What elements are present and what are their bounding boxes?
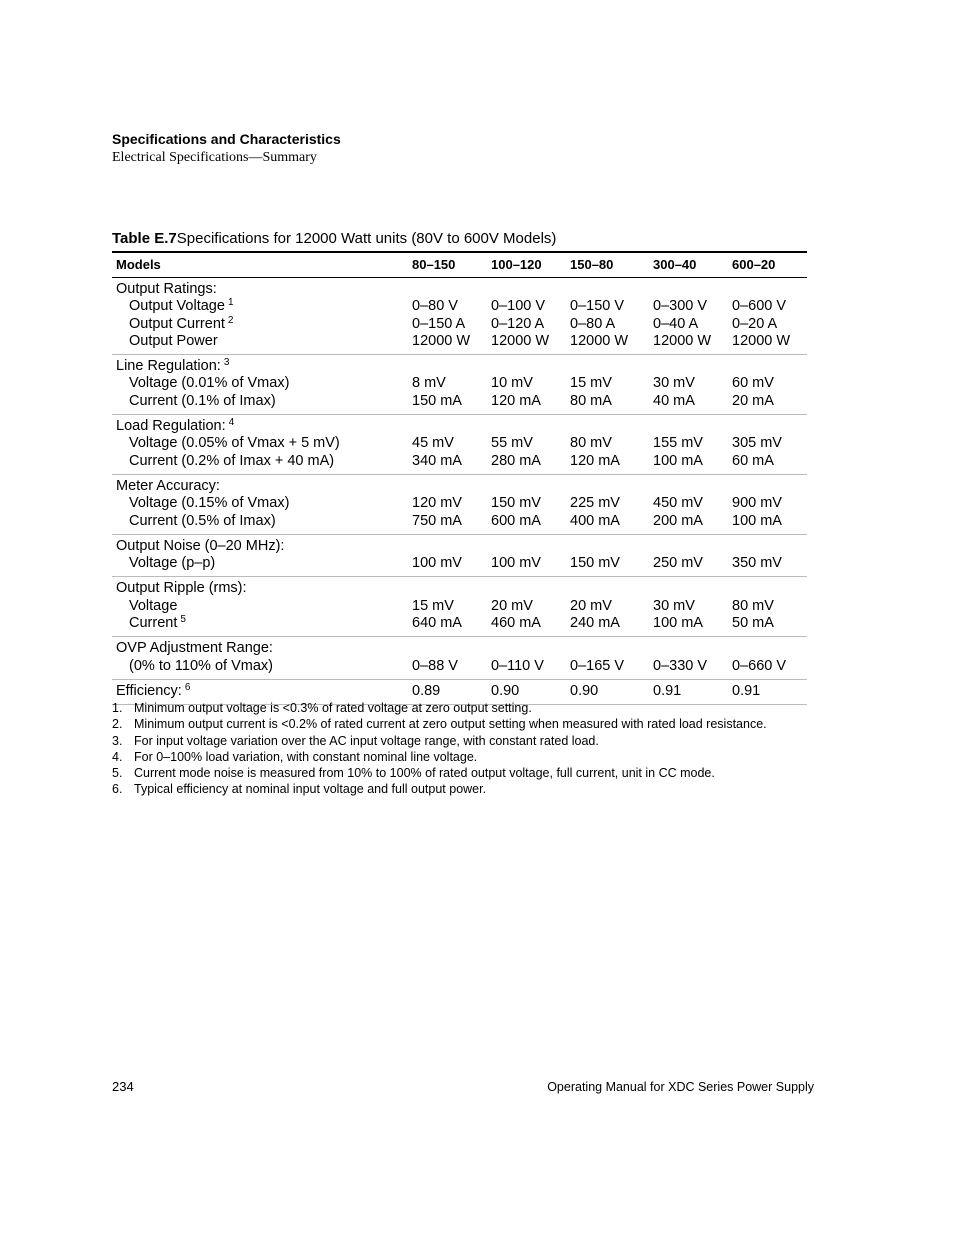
page-number: 234 [112,1079,134,1094]
spec-value: 20 mV [570,597,612,614]
spec-value-cell [408,415,487,475]
spec-value: 600 mA [491,512,541,529]
table-row [112,415,807,475]
spec-item-label [116,658,404,675]
spec-value-cell [487,577,566,637]
spec-group-heading [116,478,220,494]
spec-value: 12000 W [732,332,791,349]
column-header: 600–20 [728,252,807,278]
spec-value: 0–300 V [653,298,708,315]
spec-value-cell [649,577,728,637]
spec-item-label-text: Current (0.1% of Imax) [129,392,276,409]
spec-value-cell [728,534,807,577]
specifications-table [112,251,807,705]
table-row [112,534,807,577]
spec-value: 120 mA [491,392,541,409]
spec-group-heading [116,281,217,297]
spec-label-cell [112,278,408,355]
spec-value: 0–150 A [412,315,466,332]
spec-value: 8 mV [412,375,446,392]
footnote-number: 1. [112,701,123,715]
spec-value: 0–600 V [732,298,787,315]
spec-value: 305 mV [732,435,782,452]
spec-value: 900 mV [732,495,782,512]
table-row [112,577,807,637]
spec-value: 0–150 V [570,298,625,315]
spec-value: 30 mV [653,597,695,614]
spec-value: 750 mA [412,512,462,529]
footnote-ref: 3 [223,357,230,369]
spec-value: 10 mV [491,375,533,392]
spec-value: 15 mV [412,597,454,614]
spec-value: 240 mA [570,615,620,632]
spec-value: 100 mA [732,512,782,529]
spec-item-label [116,453,404,470]
footnote-text: Minimum output current is <0.2% of rated current at zero output setting when measured with rated load resistance. [134,717,767,732]
spec-value: 30 mV [653,375,695,392]
spec-value-cell [728,577,807,637]
spec-value: 0.90 [570,682,599,699]
spec-value: 120 mA [570,452,620,469]
spec-value-cell [408,534,487,577]
spec-group-heading-text: OVP Adjustment Range: [116,640,273,657]
footnote-number: 6. [112,782,123,797]
table-header-row [112,252,807,278]
spec-value: 200 mA [653,512,703,529]
spec-value: 225 mV [570,495,620,512]
section-subtitle: Electrical Specifications—Summary [112,150,317,165]
spec-group-heading-text: Output Ratings: [116,281,217,297]
spec-item-label [116,298,404,315]
spec-item-label-text: Voltage (0.05% of Vmax + 5 mV) [129,435,340,452]
spec-value: 0–80 A [570,315,616,332]
table-caption-label: Table E.7 [112,230,177,247]
spec-value: 250 mV [653,555,703,572]
spec-value: 60 mA [732,452,774,469]
spec-value-cell [408,474,487,534]
spec-value: 40 mA [653,392,695,409]
spec-value: 100 mV [491,555,541,572]
spec-value-cell [649,415,728,475]
spec-value-cell [566,355,649,415]
spec-label-cell [112,534,408,577]
footnote-ref: 2 [227,314,234,326]
section-title: Specifications and Characteristics [112,131,341,147]
spec-value: 0–40 A [653,315,699,332]
spec-value-cell [566,474,649,534]
spec-value-cell [649,278,728,355]
spec-value-cell [566,637,649,680]
spec-value-cell [649,534,728,577]
spec-value: 280 mA [491,452,541,469]
spec-label-cell [112,415,408,475]
spec-value: 100 mA [653,615,703,632]
spec-value: 0–80 V [412,298,458,315]
spec-value-cell [408,577,487,637]
spec-item-label [116,615,404,632]
table-row [112,637,807,680]
spec-value-cell [487,415,566,475]
spec-item-label [116,495,404,512]
footnote-item [112,749,767,765]
spec-item-label [116,435,404,452]
spec-value: 400 mA [570,512,620,529]
column-header: 80–150 [408,252,487,278]
spec-value-cell [728,278,807,355]
spec-value-cell [649,355,728,415]
footnote-item [112,716,767,732]
spec-value-cell [566,577,649,637]
footnote-number: 2. [112,717,123,732]
spec-value: 12000 W [491,332,550,349]
spec-value: 150 mA [412,392,462,409]
spec-value: 20 mV [491,597,533,614]
spec-value: 55 mV [491,435,533,452]
spec-value: 450 mV [653,495,703,512]
spec-group-heading-text: Load Regulation: [116,418,226,435]
spec-item-label [116,333,404,350]
spec-group-heading [116,418,234,434]
spec-item-label [116,316,404,333]
footnote-item [112,700,767,716]
spec-value-cell [408,278,487,355]
spec-item-label-text: Voltage (0.15% of Vmax) [129,495,290,512]
footnote-text: Minimum output voltage is <0.3% of rated voltage at zero output setting. [134,701,532,715]
footnote-ref: 6 [184,681,191,693]
spec-value: 150 mV [491,495,541,512]
spec-group-heading-text: Efficiency: [116,682,182,699]
spec-value: 0–165 V [570,657,625,674]
spec-value: 0.89 [412,682,441,699]
spec-value-cell [728,474,807,534]
footnote-item [112,733,767,749]
spec-item-label-text: Output Current [129,315,225,332]
table-caption-text: Specifications for 12000 Watt units (80V to 600V Models) [176,230,557,247]
spec-value-cell [566,415,649,475]
spec-value-cell [487,637,566,680]
spec-group-heading [116,538,284,554]
spec-item-label-text: Current (0.2% of Imax + 40 mA) [129,452,335,469]
spec-item-label-text: Current [129,615,178,632]
spec-value: 0–120 A [491,315,545,332]
spec-value: 0–330 V [653,657,708,674]
spec-value-cell [487,474,566,534]
spec-label-cell [112,577,408,637]
footnote-number: 3. [112,733,123,748]
table-row [112,278,807,355]
spec-value: 0.90 [491,682,520,699]
spec-value-cell [487,355,566,415]
table-row [112,355,807,415]
spec-item-label-text: Current (0.5% of Imax) [129,512,276,529]
spec-value-cell [728,637,807,680]
table-caption [112,230,556,247]
footnote-number: 5. [112,766,123,781]
spec-group-heading-text: Line Regulation: [116,358,221,375]
spec-value-cell [566,534,649,577]
spec-label-cell [112,637,408,680]
table-row [112,474,807,534]
spec-value: 60 mV [732,375,774,392]
spec-group-heading [116,358,229,374]
spec-item-label [116,513,404,530]
spec-group-heading [116,580,247,596]
footnote-text: Typical efficiency at nominal input voltage and full output power. [134,782,487,797]
spec-group-heading [116,640,273,656]
spec-value: 12000 W [412,332,471,349]
spec-value-cell [649,637,728,680]
spec-value-cell [728,355,807,415]
spec-value: 150 mV [570,555,620,572]
spec-value: 340 mA [412,452,462,469]
spec-group-heading-text: Output Noise (0–20 MHz): [116,537,285,554]
spec-value: 640 mA [412,615,462,632]
footnote-text: For input voltage variation over the AC input voltage range, with constant rated load. [134,733,599,748]
footnote-text: Current mode noise is measured from 10% to 100% of rated output voltage, full current, unit in CC mode. [134,766,715,781]
spec-item-label-text: Voltage (0.01% of Vmax) [129,375,290,392]
spec-value: 0–20 A [732,315,778,332]
spec-value: 50 mA [732,615,774,632]
spec-item-label-text: Voltage [129,597,178,614]
spec-value-cell [728,415,807,475]
spec-value-cell [408,355,487,415]
manual-title: Operating Manual for XDC Series Power Supply [547,1080,814,1094]
spec-label-cell [112,355,408,415]
column-header: 150–80 [566,252,649,278]
spec-value: 0.91 [653,682,682,699]
spec-value: 0.91 [732,682,761,699]
footnote-ref: 4 [228,417,235,429]
footnote-number: 4. [112,749,123,764]
footnote-text: For 0–100% load variation, with constant nominal line voltage. [134,749,478,764]
spec-value: 120 mV [412,495,462,512]
spec-item-label [116,393,404,410]
spec-label-cell [112,474,408,534]
footnote-ref: 5 [180,614,186,626]
spec-value: 80 mV [732,597,774,614]
spec-value: 0–100 V [491,298,546,315]
spec-value: 12000 W [653,332,712,349]
spec-value: 0–660 V [732,657,787,674]
column-header: 300–40 [649,252,728,278]
spec-value-cell [487,278,566,355]
spec-value: 80 mV [570,435,612,452]
spec-value: 80 mA [570,392,612,409]
spec-value-cell [649,474,728,534]
spec-group-heading-text: Meter Accuracy: [116,477,220,494]
spec-item-label-text: (0% to 110% of Vmax) [129,657,273,674]
spec-value: 100 mA [653,452,703,469]
spec-item-label-text: Voltage (p–p) [129,555,216,572]
spec-item-label-text: Output Voltage [129,298,225,315]
spec-item-label [116,375,404,392]
column-header: Models [112,252,408,278]
spec-item-label-text: Output Power [129,332,218,349]
spec-value: 0–88 V [412,657,458,674]
spec-group-heading-text: Output Ripple (rms): [116,580,247,597]
spec-value: 20 mA [732,392,774,409]
spec-value-cell [566,278,649,355]
footnotes-list [112,700,767,798]
spec-item-label [116,555,404,572]
spec-group-heading [116,683,190,699]
footnote-item [112,765,767,781]
footnote-item [112,781,767,797]
spec-value: 100 mV [412,555,462,572]
spec-value-cell [408,637,487,680]
spec-value: 12000 W [570,332,629,349]
spec-value: 460 mA [491,615,541,632]
footnote-ref: 1 [227,297,234,309]
spec-value: 45 mV [412,435,454,452]
spec-value: 155 mV [653,435,703,452]
spec-value-cell [487,534,566,577]
column-header: 100–120 [487,252,566,278]
spec-value: 0–110 V [491,657,544,674]
spec-item-label [116,598,404,615]
table-body [112,278,807,705]
spec-value: 350 mV [732,555,782,572]
spec-value: 15 mV [570,375,612,392]
